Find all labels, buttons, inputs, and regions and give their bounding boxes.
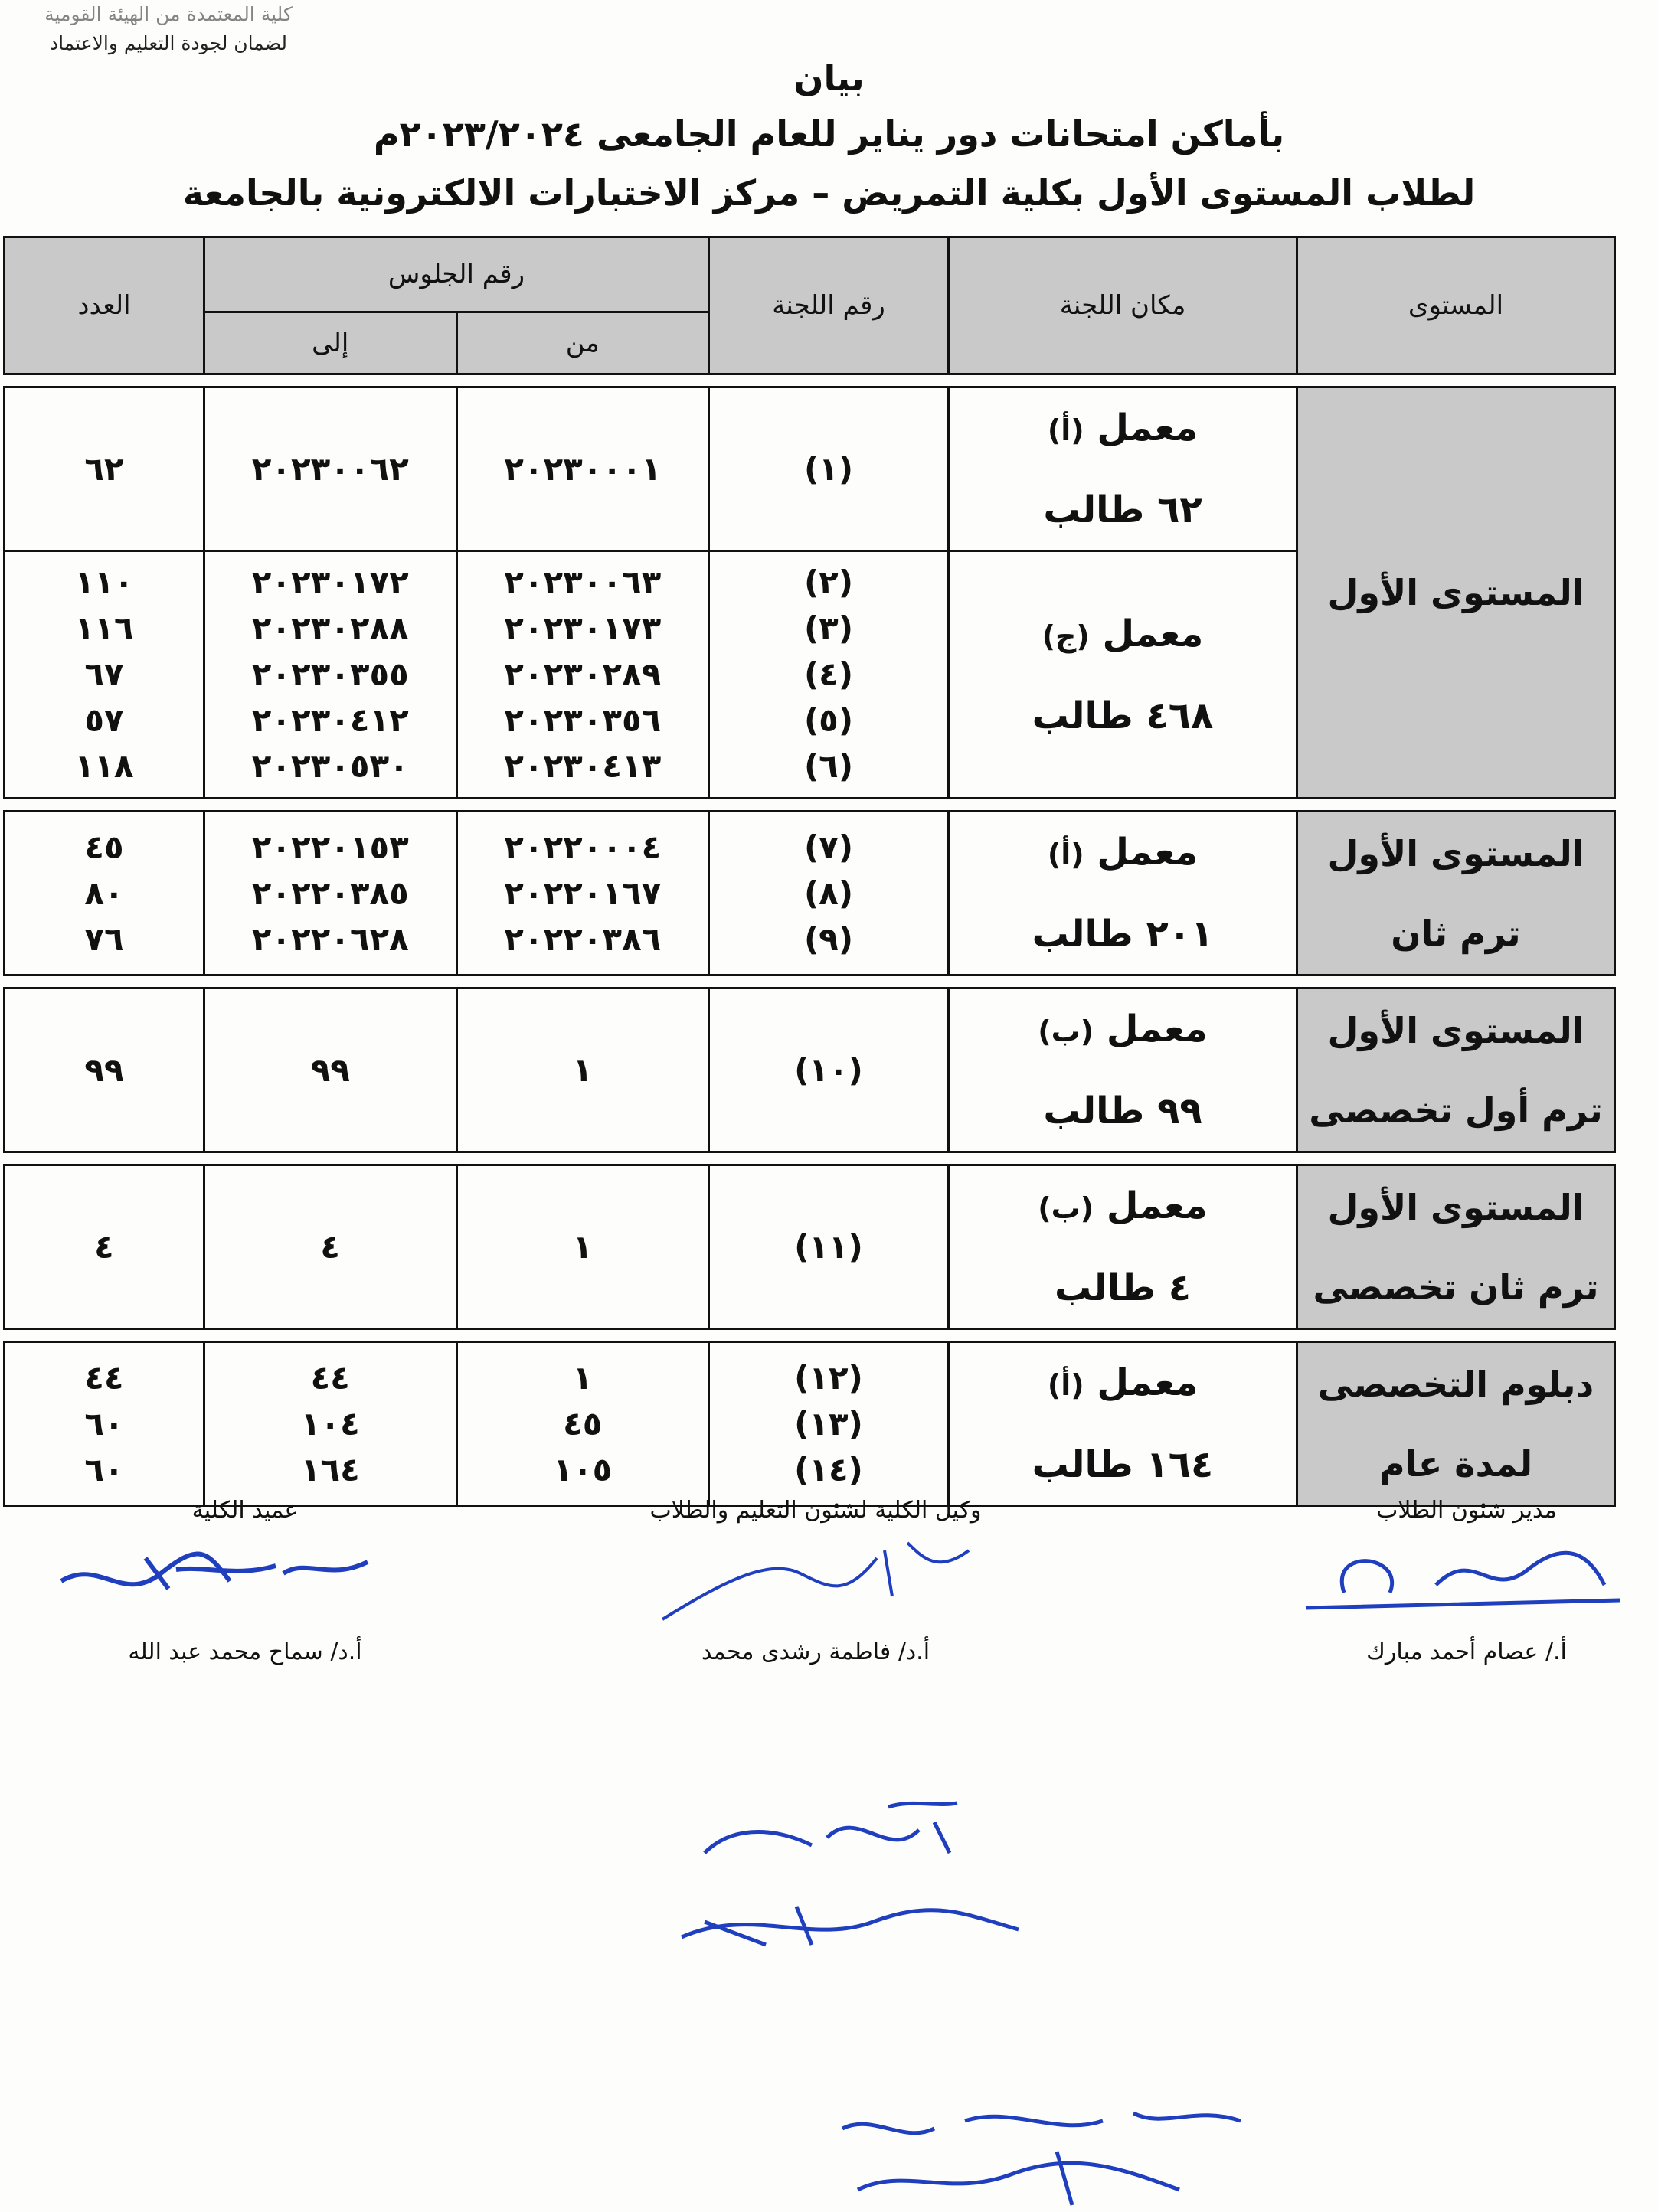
- issuer-line-1: كلية المعتمدة من الهيئة القومية: [44, 3, 293, 25]
- from-cell: [456, 551, 709, 799]
- vice-dean-role: وكيل الكلية لشئون التعليم والطلاب: [649, 1497, 982, 1524]
- from-value: ١: [572, 1050, 593, 1089]
- dean-signature-icon: [54, 1527, 383, 1619]
- place-cell: [949, 387, 1297, 551]
- table-row: [5, 1165, 1615, 1329]
- committee-value: (٦): [803, 747, 854, 785]
- count-cell: [5, 812, 204, 975]
- to-value: ١٦٤: [300, 1450, 360, 1488]
- header-committee: رقم اللجنة: [709, 237, 949, 374]
- count-value: ٦٠: [84, 1404, 124, 1443]
- committee-value: (٧): [803, 828, 854, 866]
- from-value: ٢٠٢٢٠٣٨٦: [504, 920, 662, 958]
- group-separator: [5, 374, 1615, 387]
- group-separator: [5, 799, 1615, 812]
- from-value: ١: [572, 1358, 593, 1397]
- to-cell: [204, 1342, 457, 1506]
- to-value: ٢٠٢٣٠٥٣٠: [251, 747, 409, 785]
- table-row: [5, 812, 1615, 975]
- count-cell: [5, 551, 204, 799]
- committee-value: (١٠): [794, 1050, 863, 1089]
- lab-students: ٤٦٨ طالب: [1032, 694, 1214, 737]
- committee-value: (٣): [803, 609, 854, 647]
- vice-dean-name: أ.د/ فاطمة رشدى محمد: [701, 1639, 930, 1665]
- count-value: ٦٢: [84, 449, 124, 488]
- committee-value: (٩): [803, 920, 854, 958]
- committee-cell: [709, 988, 949, 1152]
- group-separator: [5, 1152, 1615, 1165]
- from-cell: [456, 988, 709, 1152]
- to-value: ٢٠٢٣٠١٧٢: [251, 564, 409, 601]
- header-seat-number: رقم الجلوس: [204, 237, 709, 312]
- from-value: ٢٠٢٢٠١٦٧: [504, 874, 662, 912]
- header-from: من: [456, 312, 709, 374]
- count-value: ١١٦: [74, 609, 134, 647]
- doc-subtitle: بأماكن امتحانات دور يناير للعام الجامعى ٢٠٢٣/٢٠٢٤م: [373, 113, 1285, 155]
- to-cell: [204, 812, 457, 975]
- lab-students: ٩٩ طالب: [1043, 1090, 1202, 1132]
- to-value: ٢٠٢٣٠٢٨٨: [251, 609, 409, 647]
- count-value: ١١٠: [74, 564, 134, 601]
- level-label: ترم ثان تخصصى: [1313, 1266, 1599, 1308]
- place-cell: [949, 812, 1297, 975]
- level-cell: [1297, 1165, 1615, 1329]
- committee-value: (١): [803, 449, 854, 488]
- from-value: ٢٠٢٣٠٤١٣: [504, 747, 662, 785]
- to-value: ٤٤: [310, 1358, 350, 1397]
- committee-value: (٨): [803, 874, 854, 912]
- level-cell: [1297, 812, 1615, 975]
- lab-students: ٦٢ طالب: [1043, 488, 1202, 531]
- committee-value: (١٤): [794, 1450, 863, 1488]
- committee-value: (٢): [803, 564, 854, 601]
- count-cell: [5, 387, 204, 551]
- to-value: ٢٠٢٢٠٣٨٥: [251, 874, 409, 912]
- group-separator: [5, 975, 1615, 988]
- affairs-signature-icon: [1298, 1524, 1627, 1631]
- committee-cell: [709, 812, 949, 975]
- schedule-table: [3, 236, 1616, 1507]
- to-value: ٢٠٢٣٠٤١٢: [251, 701, 409, 739]
- place-cell: [949, 1342, 1297, 1506]
- to-cell: [204, 387, 457, 551]
- level-label: المستوى الأول: [1327, 572, 1584, 613]
- from-value: ٢٠٢٣٠٠٠١: [504, 449, 662, 488]
- from-cell: [456, 387, 709, 551]
- level-label: ترم ثان: [1391, 912, 1521, 954]
- committee-cell: [709, 551, 949, 799]
- from-value: ٢٠٢٣٠٢٨٩: [504, 655, 662, 693]
- header-to: إلى: [204, 312, 457, 374]
- handwritten-approval-icon: [827, 2098, 1287, 2212]
- count-cell: [5, 1165, 204, 1329]
- lab-name: معمل: [1097, 407, 1199, 449]
- from-value: ٢٠٢٣٠٣٥٦: [504, 701, 662, 739]
- count-value: ٥٧: [84, 701, 124, 739]
- affairs-name: أ./ عصام أحمد مبارك: [1366, 1639, 1567, 1665]
- lab-students: ٢٠١ طالب: [1032, 913, 1214, 956]
- from-cell: [456, 1342, 709, 1506]
- count-value: ٨٠: [84, 874, 124, 912]
- group-separator: [5, 1329, 1615, 1342]
- level-label: لمدة عام: [1378, 1443, 1533, 1485]
- from-value: ١٠٥: [553, 1450, 613, 1488]
- committee-cell: [709, 387, 949, 551]
- to-value: ٤: [320, 1227, 341, 1266]
- table-row: [5, 1342, 1615, 1506]
- lab-code: (ب): [1038, 1191, 1094, 1225]
- committee-value: (٥): [803, 701, 854, 739]
- to-cell: [204, 551, 457, 799]
- lab-name: معمل: [1106, 1184, 1208, 1227]
- lab-students: ٤ طالب: [1054, 1266, 1192, 1309]
- affairs-role: مدير شئون الطلاب: [1376, 1497, 1557, 1524]
- dean-role: عميد الكلية: [191, 1497, 299, 1524]
- committee-value: (١٣): [794, 1404, 863, 1443]
- count-cell: [5, 988, 204, 1152]
- level-label: دبلوم التخصصى: [1317, 1363, 1594, 1405]
- from-value: ٢٠٢٢٠٠٠٤: [504, 828, 662, 866]
- count-value: ٦٧: [84, 655, 124, 693]
- place-cell: [949, 988, 1297, 1152]
- from-cell: [456, 1165, 709, 1329]
- to-value: ٢٠٢٢٠٦٢٨: [251, 920, 409, 958]
- signature-vice-dean: [601, 1497, 1030, 1665]
- signature-affairs: [1290, 1497, 1643, 1665]
- lab-name: معمل: [1097, 831, 1199, 874]
- count-value: ٩٩: [84, 1050, 124, 1089]
- level-label: المستوى الأول: [1327, 832, 1584, 874]
- level-label: ترم أول تخصصى: [1309, 1089, 1603, 1131]
- count-value: ١١٨: [74, 747, 134, 785]
- to-value: ٢٠٢٢٠١٥٣: [251, 828, 409, 866]
- committee-cell: [709, 1342, 949, 1506]
- header-count: العدد: [5, 237, 204, 374]
- level-label: المستوى الأول: [1327, 1009, 1584, 1051]
- doc-subtitle-2: لطلاب المستوى الأول بكلية التمريض – مركز الاختبارات الالكترونية بالجامعة: [182, 172, 1476, 214]
- to-cell: [204, 988, 457, 1152]
- lab-name: معمل: [1102, 612, 1204, 655]
- count-value: ٤٤: [84, 1358, 124, 1397]
- count-value: ٧٦: [84, 920, 124, 958]
- to-value: ٩٩: [310, 1050, 350, 1089]
- lab-name: معمل: [1106, 1008, 1208, 1050]
- table-row: [5, 988, 1615, 1152]
- committee-value: (١١): [794, 1227, 863, 1266]
- from-value: ١: [572, 1227, 593, 1266]
- level-cell: [1297, 988, 1615, 1152]
- header-place: مكان اللجنة: [949, 237, 1297, 374]
- from-value: ٢٠٢٣٠١٧٣: [504, 609, 662, 647]
- doc-title: بيان: [793, 57, 865, 99]
- committee-value: (١٢): [794, 1358, 863, 1397]
- count-cell: [5, 1342, 204, 1506]
- dean-name: أ.د/ سماح محمد عبد الله: [128, 1639, 362, 1665]
- from-cell: [456, 812, 709, 975]
- from-value: ٢٠٢٣٠٠٦٣: [504, 564, 662, 601]
- lab-code: (أ): [1047, 1368, 1084, 1402]
- header-level: المستوى: [1297, 237, 1615, 374]
- to-value: ٢٠٢٣٠٠٦٢: [251, 449, 409, 488]
- issuer-line-2: لضمان لجودة التعليم والاعتماد: [49, 32, 288, 54]
- lab-name: معمل: [1097, 1361, 1199, 1404]
- signature-dean: [31, 1497, 459, 1665]
- place-cell: [949, 1165, 1297, 1329]
- committee-cell: [709, 1165, 949, 1329]
- to-value: ٢٠٢٣٠٣٥٥: [251, 655, 409, 693]
- level-cell: [1297, 1342, 1615, 1506]
- lab-code: (أ): [1047, 838, 1084, 871]
- handwritten-note-icon: [659, 1792, 1057, 1968]
- level-cell: [1297, 387, 1615, 799]
- to-cell: [204, 1165, 457, 1329]
- vice-dean-signature-icon: [647, 1527, 976, 1635]
- count-value: ٦٠: [84, 1450, 124, 1488]
- from-value: ٤٥: [563, 1404, 603, 1443]
- lab-code: (ج): [1042, 619, 1090, 653]
- issuer-header: [31, 0, 306, 58]
- count-value: ٤٥: [84, 828, 124, 866]
- table-row: [5, 387, 1615, 551]
- lab-students: ١٦٤ طالب: [1032, 1443, 1214, 1486]
- committee-value: (٤): [803, 655, 854, 693]
- to-value: ١٠٤: [300, 1404, 360, 1443]
- level-label: المستوى الأول: [1327, 1186, 1584, 1228]
- place-cell: [949, 551, 1297, 799]
- lab-code: (ب): [1038, 1015, 1094, 1048]
- lab-code: (أ): [1047, 413, 1084, 447]
- count-value: ٤: [94, 1227, 114, 1266]
